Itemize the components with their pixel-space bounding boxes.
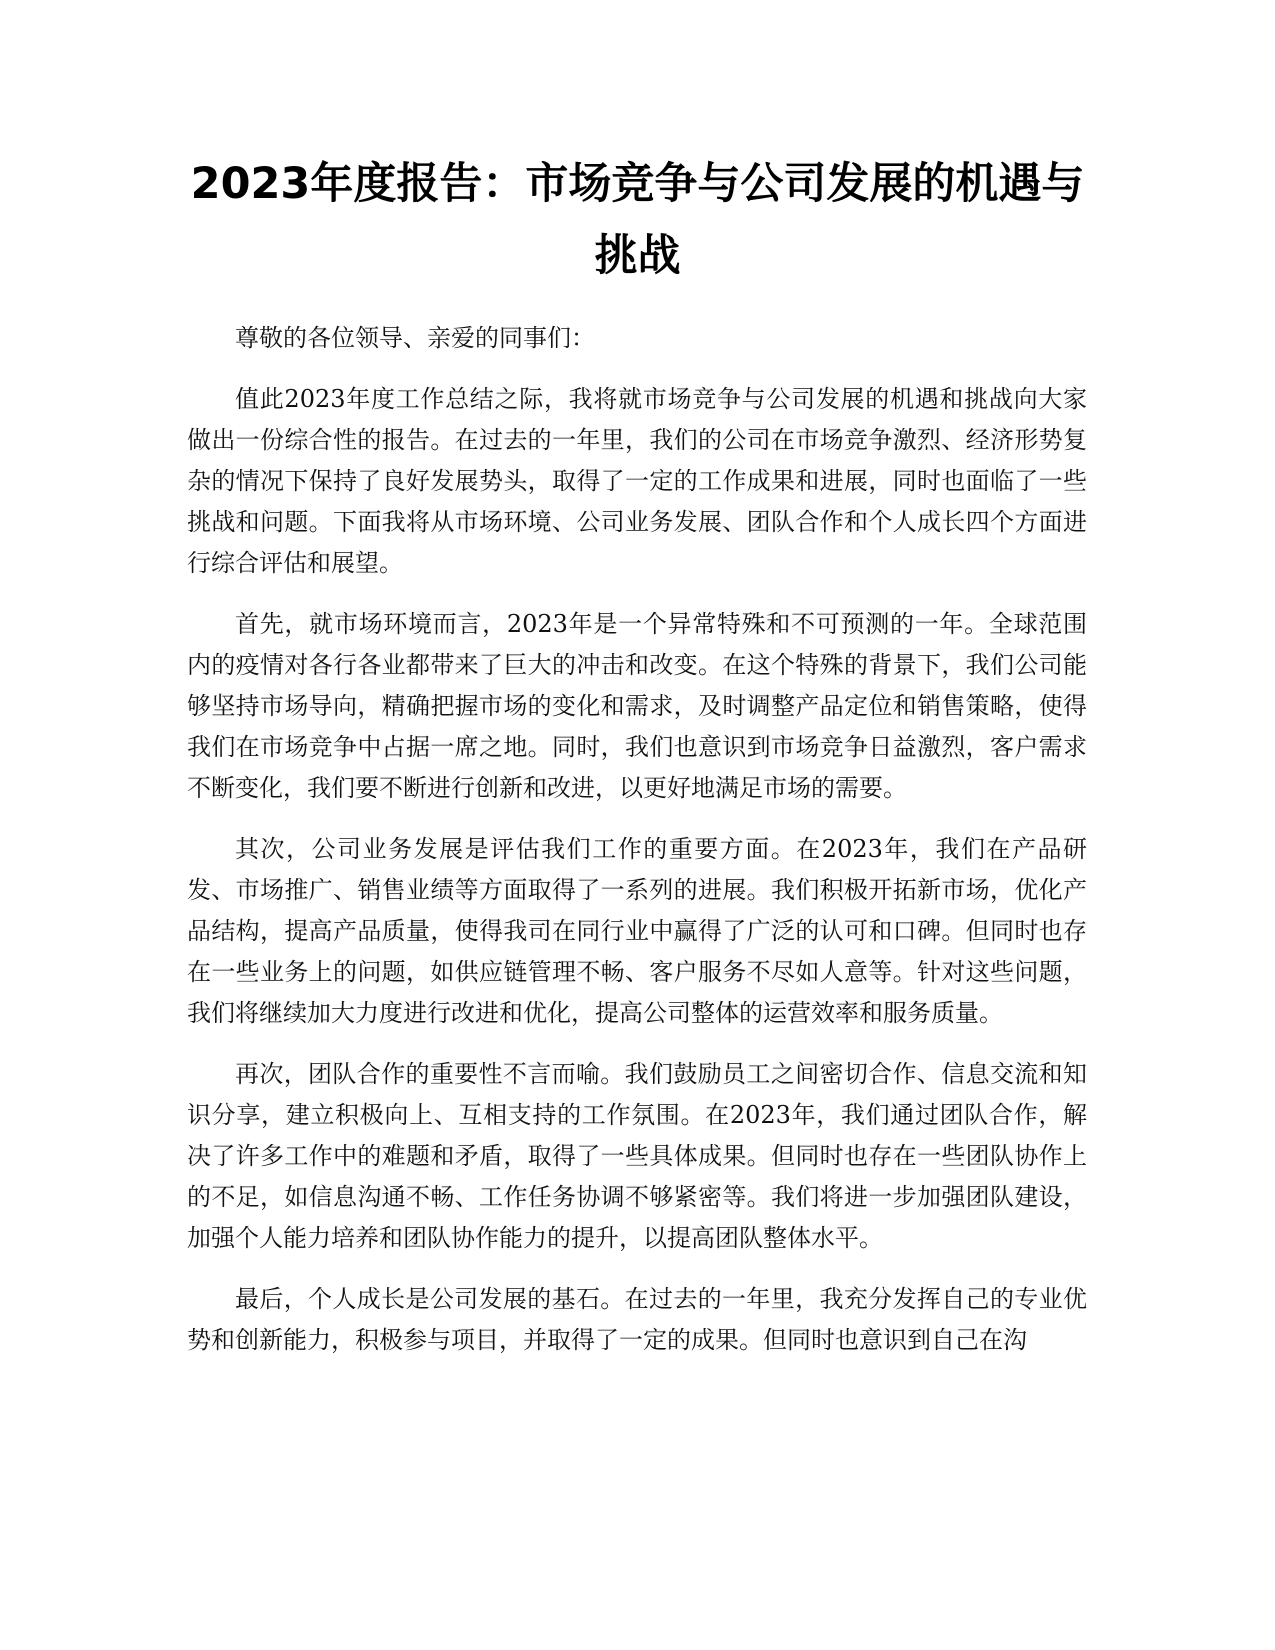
intro-paragraph: 值此2023年度工作总结之际，我将就市场竞争与公司发展的机遇和挑战向大家做出一份综合性的报告。在过去的一年里，我们的公司在市场竞争激烈、经济形势复杂的情况下保持了良好发展势头，取得了一定的工作成果和进展，同时也面临了一些挑战和问题。下面我将从市场环境、公司业务发展、团队合作和个人成长四个方面进行综合评估和展望。: [187, 385, 1087, 577]
document-body: [187, 318, 1087, 1381]
document-title: 2023年度报告：市场竞争与公司发展的机遇与挑战: [190, 159, 1085, 281]
business-development-paragraph: 其次，公司业务发展是评估我们工作的重要方面。在2023年，我们在产品研发、市场推广、销售业绩等方面取得了一系列的进展。我们积极开拓新市场，优化产品结构，提高产品质量，使得我司在同行业中赢得了广泛的认可和口碑。但同时也存在一些业务上的问题，如供应链管理不畅、客户服务不尽如人意等。针对这些问题，我们将继续加大力度进行改进和优化，提高公司整体的运营效率和服务质量。: [187, 835, 1087, 1027]
salutation-paragraph: 尊敬的各位领导、亲爱的同事们：: [235, 324, 595, 352]
teamwork-paragraph: 再次，团队合作的重要性不言而喻。我们鼓励员工之间密切合作、信息交流和知识分享，建立积极向上、互相支持的工作氛围。在2023年，我们通过团队合作，解决了许多工作中的难题和矛盾，取得了一些具体成果。但同时也存在一些团队协作上的不足，如信息沟通不畅、工作任务协调不够紧密等。我们将进一步加强团队建设，加强个人能力培养和团队协作能力的提升，以提高团队整体水平。: [187, 1060, 1087, 1252]
personal-growth-paragraph: 最后，个人成长是公司发展的基石。在过去的一年里，我充分发挥自己的专业优势和创新能力，积极参与项目，并取得了一定的成果。但同时也意识到自己在沟: [187, 1285, 1087, 1354]
market-environment-paragraph: 首先，就市场环境而言，2023年是一个异常特殊和不可预测的一年。全球范围内的疫情对各行各业都带来了巨大的冲击和改变。在这个特殊的背景下，我们公司能够坚持市场导向，精确把握市场的变化和需求，及时调整产品定位和销售策略，使得我们在市场竞争中占据一席之地。同时，我们也意识到市场竞争日益激烈，客户需求不断变化，我们要不断进行创新和改进，以更好地满足市场的需要。: [187, 610, 1087, 802]
